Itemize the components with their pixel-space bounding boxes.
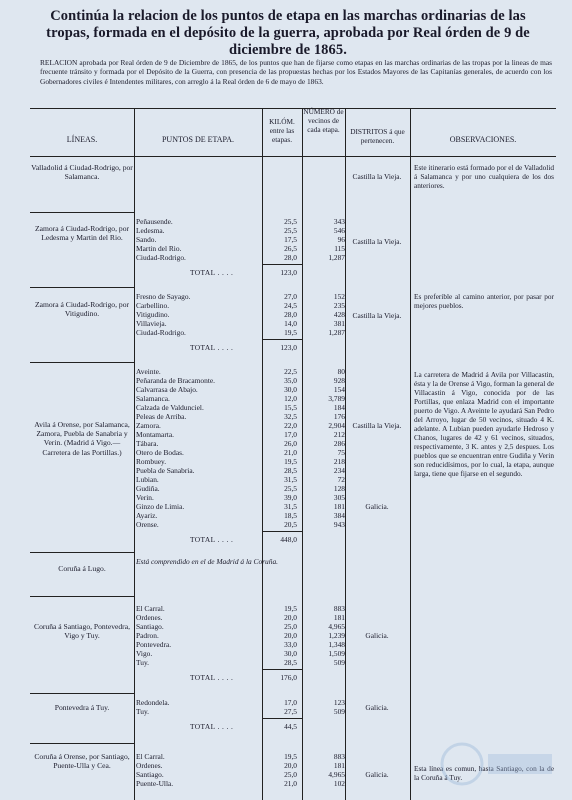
km-cell: 27,5 — [284, 707, 297, 716]
header-distritos: DISTRITOS á que pertenecen. — [350, 127, 405, 145]
total-label: TOTAL . . . . — [190, 535, 234, 544]
km-cell: 12,0 — [284, 394, 297, 403]
km-cell: 25,0 — [284, 770, 297, 779]
km-cell: 33,0 — [284, 640, 297, 649]
distrito-cell: Castilla la Vieja. — [352, 311, 402, 320]
vecinos-cell: 343 — [333, 217, 345, 226]
km-cell: 20,0 — [284, 631, 297, 640]
total-value: 44,5 — [284, 722, 297, 731]
vecinos-cell: 235 — [333, 301, 345, 310]
km-cell: 39,0 — [284, 493, 297, 502]
punto-cell: Tábara. — [136, 439, 159, 448]
km-cell: 20,5 — [284, 520, 297, 529]
punto-cell: Ginzo de Limia. — [136, 502, 185, 511]
vecinos-cell: 75 — [337, 448, 345, 457]
section-rule — [30, 693, 134, 694]
vecinos-cell: 2,904 — [328, 421, 345, 430]
vecinos-cell: 381 — [333, 319, 345, 328]
vecinos-cell: 115 — [334, 244, 345, 253]
linea-label: Coruña á Santiago, Pontevedra, Vigo y Tuy. — [34, 622, 130, 641]
linea-label: Zamora á Ciudad-Rodrigo, por Vitigudino. — [34, 300, 130, 319]
punto-cell: Ledesma. — [136, 226, 165, 235]
punto-cell: Ciudad-Rodrigo. — [136, 328, 186, 337]
punto-cell: Montamarta. — [136, 430, 174, 439]
linea-label: Zamora á Ciudad-Rodrigo, por Ledesma y Martin del Rio. — [34, 224, 130, 243]
punto-cell: Vitigudino. — [136, 310, 170, 319]
punto-cell: Otero de Bodas. — [136, 448, 184, 457]
linea-label: Coruña á Lugo. — [58, 564, 106, 573]
km-cell: 17,5 — [284, 235, 297, 244]
linea-label: Valladolid á Ciudad-Rodrigo, por Salamanca. — [31, 163, 133, 182]
km-cell: 15,5 — [284, 403, 297, 412]
vecinos-cell: 72 — [337, 475, 345, 484]
km-cell: 20,0 — [284, 613, 297, 622]
punto-cell: Padron. — [136, 631, 159, 640]
km-cell: 28,0 — [284, 310, 297, 319]
punto-cell: Peñausende. — [136, 217, 173, 226]
vecinos-cell: 1,509 — [328, 649, 345, 658]
vecinos-cell: 152 — [333, 292, 345, 301]
km-cell: 31,5 — [284, 502, 297, 511]
col-rule — [134, 108, 135, 800]
punto-cell: Redondela. — [136, 698, 170, 707]
vecinos-cell: 3,789 — [328, 394, 345, 403]
km-cell: 31,5 — [284, 475, 297, 484]
punto-cell: Orense. — [136, 520, 159, 529]
vecinos-cell: 181 — [333, 613, 345, 622]
header-bottom-rule — [30, 156, 556, 157]
punto-cell: Sando. — [136, 235, 157, 244]
km-cell: 21,0 — [284, 448, 297, 457]
km-cell: 22,0 — [284, 421, 297, 430]
vecinos-cell: 4,965 — [328, 770, 345, 779]
subtotal-rule — [262, 264, 302, 265]
km-cell: 21,0 — [284, 779, 297, 788]
linea-label: Avila á Orense, por Salamanca, Zamora, Puebla de Sanabria y Verin. (Madrid á Vigo.—Carretera de las Portillas.) — [34, 420, 130, 457]
punto-cell: Peñaranda de Bracamonte. — [136, 376, 216, 385]
km-cell: 19,5 — [284, 752, 297, 761]
vecinos-cell: 212 — [333, 430, 345, 439]
note-cell: Está comprendido en el de Madrid á la Coruña. — [136, 557, 278, 566]
km-cell: 19,5 — [284, 328, 297, 337]
total-label: TOTAL . . . . — [190, 343, 234, 352]
vecinos-cell: 1,287 — [328, 328, 345, 337]
total-label: TOTAL . . . . — [190, 268, 234, 277]
km-cell: 30,0 — [284, 649, 297, 658]
vecinos-cell: 1,348 — [328, 640, 345, 649]
header-vecinos: NÚMERO de vecinos de cada etapa. — [303, 107, 344, 134]
vecinos-cell: 1,239 — [328, 631, 345, 640]
observacion-cell: Este itinerario está formado por el de Valladolid á Salamanca y por uno cualquiera de los dos anteriores. — [414, 163, 554, 190]
intro-paragraph: RELACION aprobada por Real órden de 9 de Diciembre de 1865, de los puntos que han de fijarse como etapas en las marchas ordinarias de las tropas por la lineas de mas frecuente tránsito y formada por el Depósito de la Guerra, con presencia de las propuestas hechas por los Estados Mayores de las Capitanías generales, de acuerdo con los Gobernadores civiles é Intendentes militares, con arreglo á la Real órden de 6 de mayo de 1863. — [40, 58, 552, 86]
vecinos-cell: 218 — [333, 457, 345, 466]
punto-cell: Rombuey. — [136, 457, 167, 466]
vecinos-cell: 181 — [333, 761, 345, 770]
vecinos-cell: 234 — [333, 466, 345, 475]
vecinos-cell: 509 — [333, 707, 345, 716]
header-lineas: LÍNEAS. — [66, 135, 98, 144]
observacion-cell: La carretera de Madrid á Avila por Villacastin, ésta y la de Orense á Vigo, forman la general de Villacastin á Vigo, conocida por de las Portillas, que enlaza Madrid con el importante puerto de Vigo. A Aveinte le ayudará San Pedro del Arroyo, lugar de 50 vecinos, situado 4 K. adelante. A Lubian pueden ayudarle Hedroso y Chanos, lugares de 42 y 61 vecinos, situados, respectivamente, 3 K. antes y 2,5 despues. Los pueblos que se encuentran entre Gudiña y Verin son reducidísimos, por lo cual, la etapa, aunque larga, tiene que fijarse en el segundo. — [414, 370, 554, 478]
km-cell: 25,5 — [284, 217, 297, 226]
header-km: KILÓM. entre las etapas. — [269, 117, 295, 144]
section-rule — [30, 212, 134, 213]
header-puntos: PUNTOS DE ETAPA. — [161, 135, 235, 144]
punto-cell: Ciudad-Rodrigo. — [136, 253, 186, 262]
km-cell: 18,5 — [284, 511, 297, 520]
punto-cell: Fresno de Sayago. — [136, 292, 191, 301]
subtotal-rule — [262, 718, 302, 719]
total-value: 123,0 — [280, 268, 297, 277]
total-label: TOTAL . . . . — [190, 673, 234, 682]
km-cell: 17,0 — [284, 430, 297, 439]
table-top-rule — [30, 108, 556, 109]
section-rule — [30, 552, 134, 553]
punto-cell: Salamanca. — [136, 394, 170, 403]
km-cell: 25,5 — [284, 226, 297, 235]
vecinos-cell: 96 — [337, 235, 345, 244]
punto-cell: Puebla de Sanabria. — [136, 466, 195, 475]
subtotal-rule — [262, 669, 302, 670]
library-watermark-seal — [438, 740, 558, 788]
km-cell: 20,0 — [284, 761, 297, 770]
km-cell: 27,0 — [284, 292, 297, 301]
km-cell: 35,0 — [284, 376, 297, 385]
km-cell: 19,5 — [284, 604, 297, 613]
punto-cell: Peleas de Arriba. — [136, 412, 187, 421]
vecinos-cell: 154 — [333, 385, 345, 394]
page-title: Continúa la relacion de los puntos de etapa en las marchas ordinarias de las tropas, formada en el depósito de la guerra, aprobada por Real órden de 9 de diciembre de 1865. — [46, 8, 530, 58]
punto-cell: Lubian. — [136, 475, 159, 484]
punto-cell: Ordenes. — [136, 761, 163, 770]
subtotal-rule — [262, 339, 302, 340]
punto-cell: Carbellino. — [136, 301, 170, 310]
distrito-cell: Galicia. — [365, 502, 389, 511]
km-cell: 28,5 — [284, 658, 297, 667]
punto-cell: Ordenes. — [136, 613, 163, 622]
vecinos-cell: 286 — [333, 439, 345, 448]
km-cell: 17,0 — [284, 698, 297, 707]
vecinos-cell: 305 — [333, 493, 345, 502]
punto-cell: El Carral. — [136, 752, 165, 761]
punto-cell: Vigo. — [136, 649, 153, 658]
km-cell: 24,5 — [284, 301, 297, 310]
punto-cell: Tuy. — [136, 658, 150, 667]
km-cell: 26,5 — [284, 244, 297, 253]
punto-cell: Calvarrasa de Abajo. — [136, 385, 198, 394]
km-cell: 22,5 — [284, 367, 297, 376]
vecinos-cell: 943 — [333, 520, 345, 529]
vecinos-cell: 176 — [333, 412, 345, 421]
total-value: 448,0 — [280, 535, 297, 544]
header-observaciones: OBSERVACIONES. — [449, 135, 517, 144]
km-cell: 14,0 — [284, 319, 297, 328]
vecinos-cell: 509 — [333, 658, 345, 667]
linea-label: Coruña á Orense, por Santiago, Puente-Ulla y Cea. — [34, 752, 130, 771]
vecinos-cell: 428 — [333, 310, 345, 319]
punto-cell: Santiago. — [136, 622, 164, 631]
total-label: TOTAL . . . . — [190, 722, 234, 731]
punto-cell: Santiago. — [136, 770, 164, 779]
vecinos-cell: 928 — [333, 376, 345, 385]
section-rule — [30, 362, 134, 363]
distrito-cell: Galicia. — [365, 703, 389, 712]
punto-cell: Ayariz. — [136, 511, 158, 520]
vecinos-cell: 384 — [333, 511, 345, 520]
col-rule — [345, 108, 346, 800]
distrito-cell: Galicia. — [365, 631, 389, 640]
vecinos-cell: 184 — [333, 403, 345, 412]
punto-cell: Zamora. — [136, 421, 161, 430]
vecinos-cell: 883 — [333, 752, 345, 761]
total-value: 176,0 — [280, 673, 297, 682]
total-value: 123,0 — [280, 343, 297, 352]
punto-cell: Verin. — [136, 493, 154, 502]
km-cell: 28,5 — [284, 466, 297, 475]
punto-cell: Aveinte. — [136, 367, 161, 376]
vecinos-cell: 181 — [333, 502, 345, 511]
punto-cell: El Carral. — [136, 604, 165, 613]
vecinos-cell: 123 — [333, 698, 345, 707]
vecinos-cell: 1,287 — [328, 253, 345, 262]
distrito-cell: Castilla la Vieja. — [352, 237, 402, 246]
section-rule — [30, 596, 134, 597]
linea-label: Pontevedra á Tuy. — [54, 703, 110, 712]
punto-cell: Martin del Rio. — [136, 244, 182, 253]
vecinos-cell: 128 — [333, 484, 345, 493]
km-cell: 26,0 — [284, 439, 297, 448]
punto-cell: Gudiña. — [136, 484, 160, 493]
distrito-cell: Castilla la Vieja. — [352, 421, 402, 430]
vecinos-cell: 883 — [333, 604, 345, 613]
km-cell: 30,0 — [284, 385, 297, 394]
vecinos-cell: 102 — [333, 779, 345, 788]
punto-cell: Tuy. — [136, 707, 150, 716]
punto-cell: Puente-Ulla. — [136, 779, 174, 788]
distrito-cell: Galicia. — [365, 770, 389, 779]
section-rule — [30, 287, 134, 288]
punto-cell: Pontevedra. — [136, 640, 172, 649]
observacion-cell: Es preferible al camino anterior, por pasar por mejores pueblos. — [414, 292, 554, 310]
col-rule — [410, 108, 411, 800]
km-cell: 32,5 — [284, 412, 297, 421]
vecinos-cell: 4,965 — [328, 622, 345, 631]
punto-cell: Calzada de Valdunciel. — [136, 403, 204, 412]
vecinos-cell: 546 — [333, 226, 345, 235]
km-cell: 19,5 — [284, 457, 297, 466]
km-cell: 25,5 — [284, 484, 297, 493]
vecinos-cell: 80 — [337, 367, 345, 376]
km-cell: 28,0 — [284, 253, 297, 262]
distrito-cell: Castilla la Vieja. — [352, 172, 402, 181]
km-cell: 25,0 — [284, 622, 297, 631]
punto-cell: Villavieja. — [136, 319, 167, 328]
col-rule — [262, 108, 263, 800]
subtotal-rule — [262, 531, 302, 532]
observacion-cell: Esta línea es comun, hasta Santiago, con la de la Coruña á Tuy. — [414, 764, 554, 782]
section-rule — [30, 743, 134, 744]
